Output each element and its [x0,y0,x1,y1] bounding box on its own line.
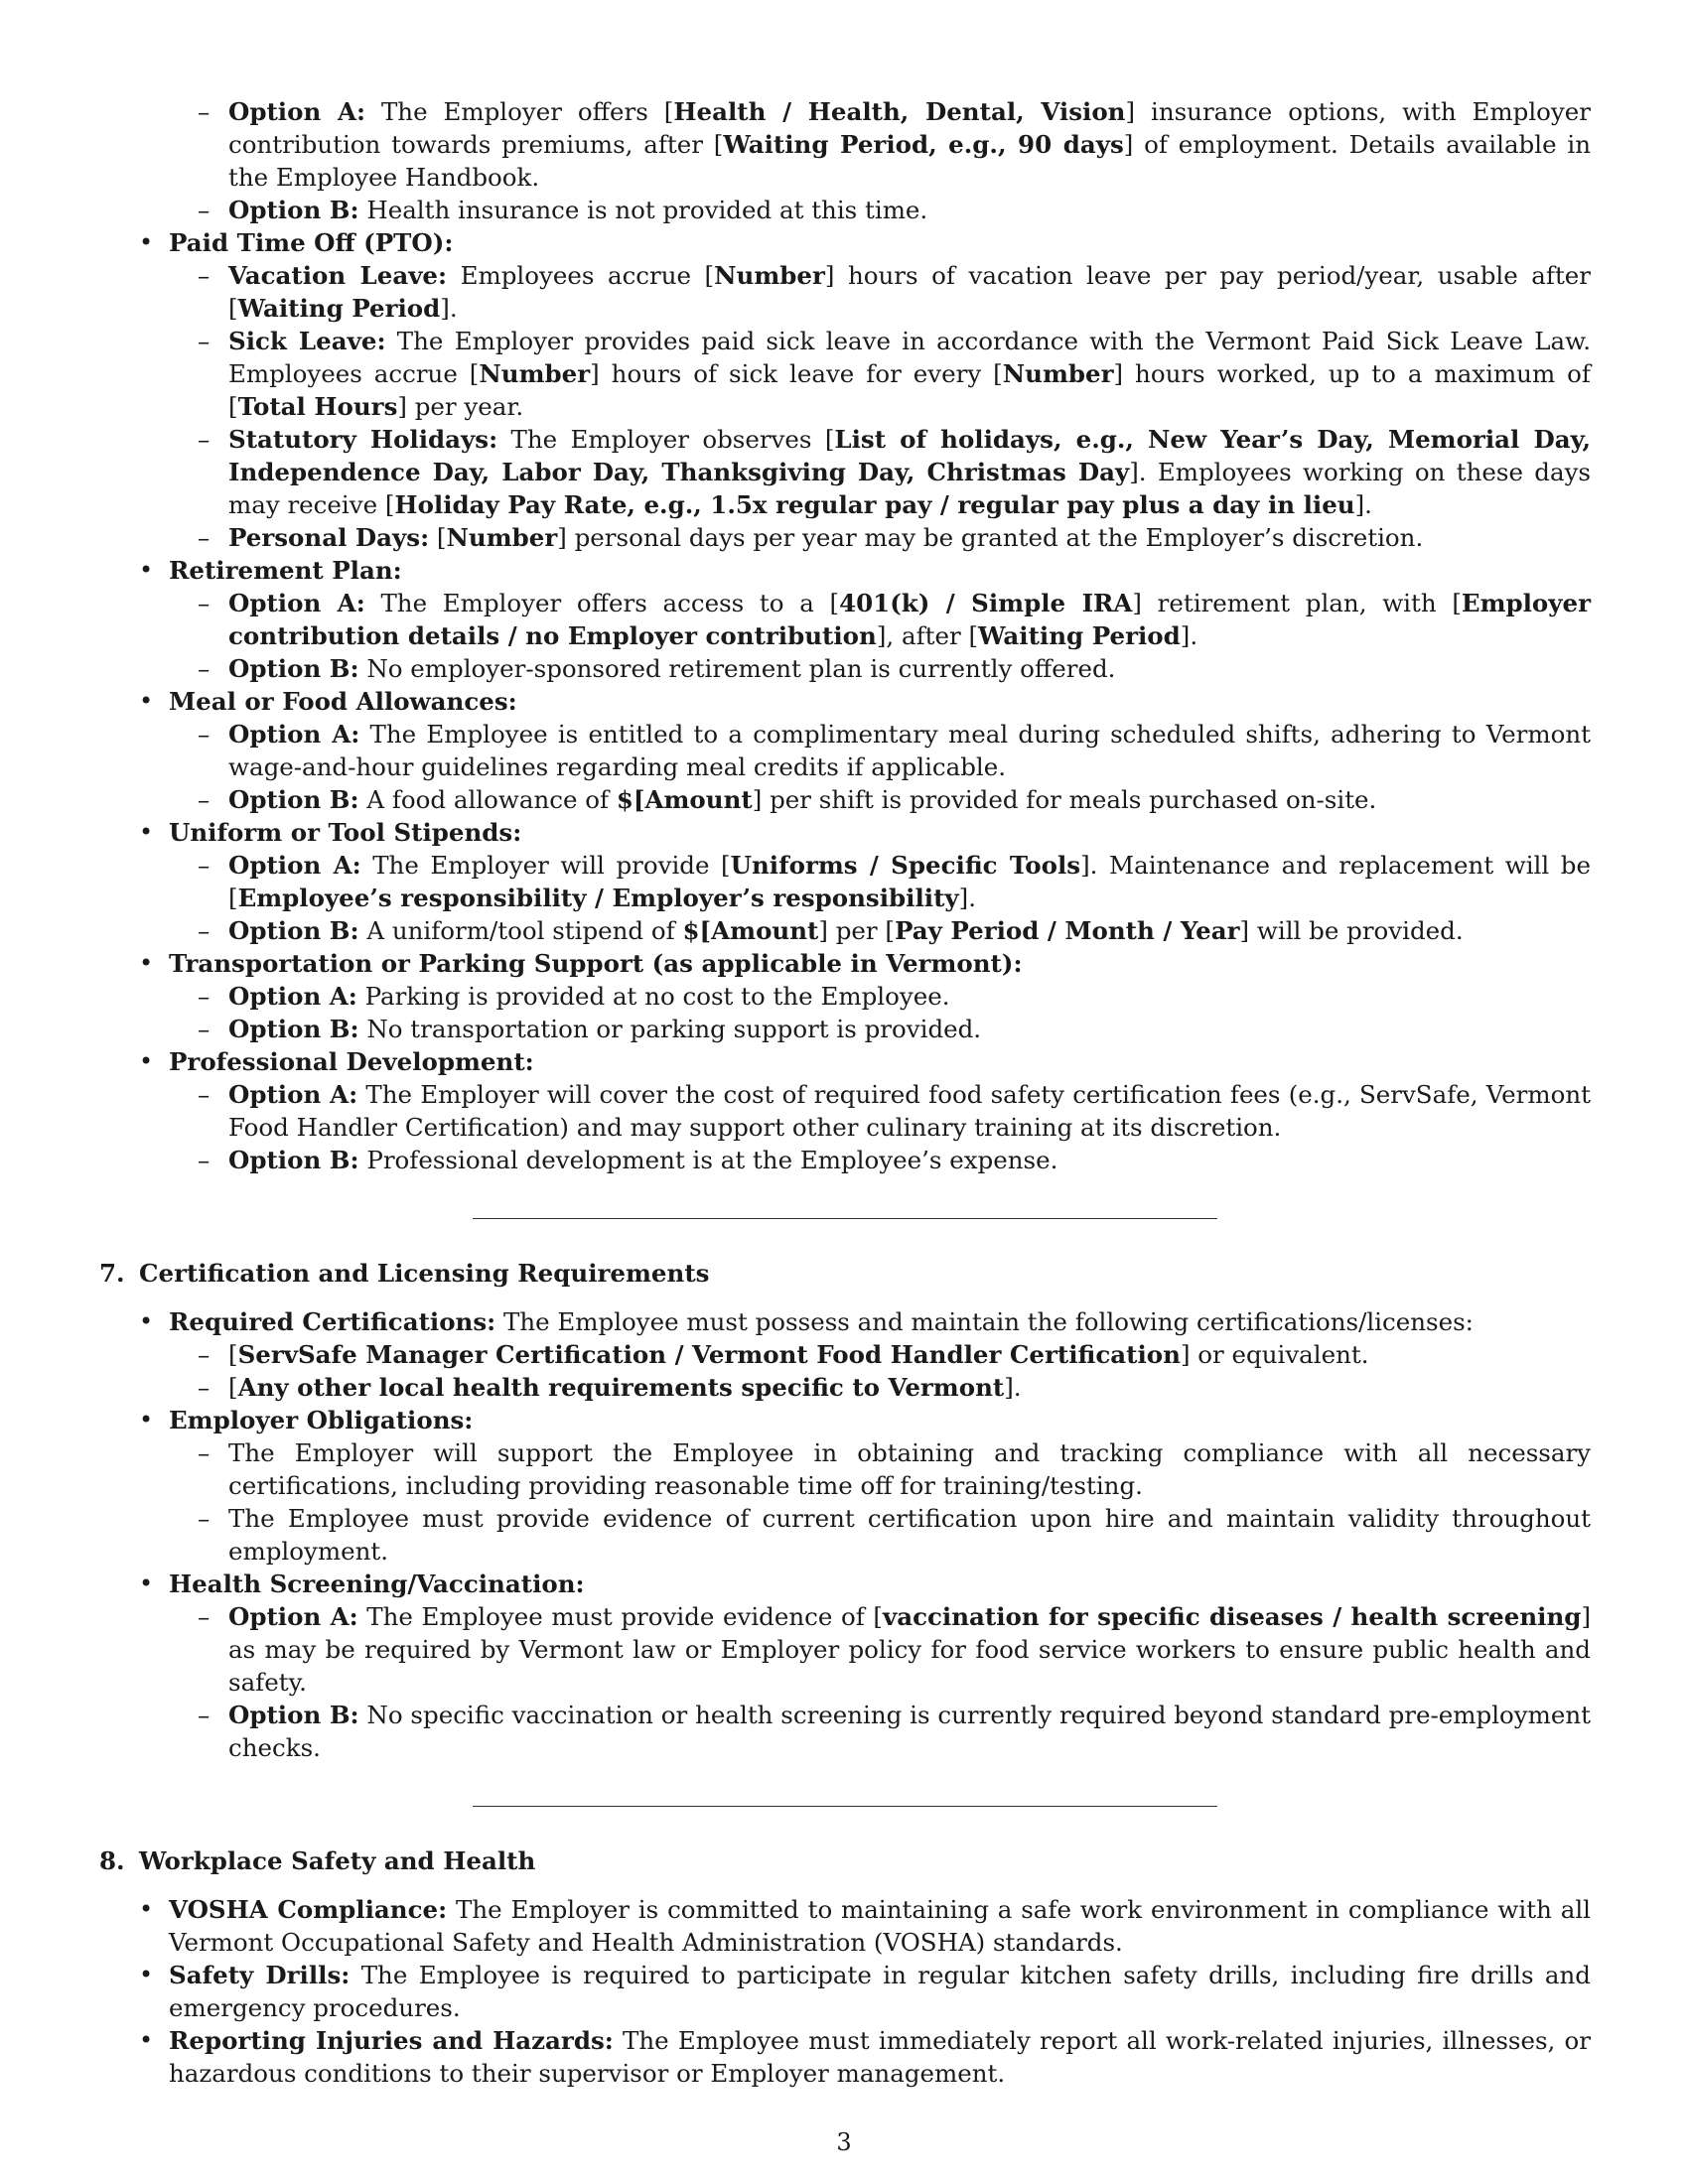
section-divider [473,1806,1217,1807]
employer-obligations: • Employer Obligations: – The Employer will support the Employee in obtaining and tracking compliance with all necessary certifications, including providing reasonable time off for training/testing. – The Employee must provide evidence of current certification upon hire and maintain validity throughout employment. [99,1404,1591,1568]
section-divider [473,1218,1217,1219]
health-option-a: – Option A: The Employer offers [Health / Health, Dental, Vision] insurance options, with Employer contribution towards premiums, after [Waiting Period, e.g., 90 days] of employment. Details available in the Employee Handbook. [99,95,1591,194]
uniform-stipend-item: • Uniform or Tool Stipends: – Option A: The Employer will provide [Uniforms / Specific Tools]. Maintenance and replacement will be [Employee’s responsibility / Employer’s responsibility]. – Option B: A uniform/tool stipend of $[Amount] per [Pay Period / Month / Year] will be provided. [99,816,1591,947]
cert-item: – [Any other local health requirements specific to Vermont]. [99,1371,1591,1404]
transportation-sublist [169,980,1591,1045]
retirement-option-b: – Option B: No employer-sponsored retirement plan is currently offered. [99,652,1591,685]
retirement-plan-item: • Retirement Plan: – Option A: The Employer offers access to a [401(k) / Simple IRA] retirement plan, with [Employer contribution details / no Employer contribution], after [Waiting Period]. – Option B: No employer-sponsored retirement plan is currently offered. [99,554,1591,685]
reporting-injuries: • Reporting Injuries and Hazards: The Employee must immediately report all work-related injuries, illnesses, or hazardous conditions to their supervisor or Employer management. [99,2024,1591,2090]
vosha-compliance: • VOSHA Compliance: The Employer is committed to maintaining a safe work environment in compliance with all Vermont Occupational Safety and Health Administration (VOSHA) standards. [99,1893,1591,1959]
meal-allowance-item: • Meal or Food Allowances: – Option A: The Employee is entitled to a complimentary meal during scheduled shifts, adhering to Vermont wage-and-hour guidelines regarding meal credits if applicable. – Option B: A food allowance of $[Amount] per shift is provided for meals purchased on-site. [99,685,1591,816]
health-screening-sublist [169,1600,1591,1764]
vacation-leave: – Vacation Leave: Employees accrue [Number] hours of vacation leave per pay period/year, usable after [Waiting Period]. [99,259,1591,325]
prof-dev-option-a: – Option A: The Employer will cover the cost of required food safety certification fees (e.g., ServSafe, Vermont Food Handler Certification) and may support other culinary training at its discretion. [99,1078,1591,1144]
required-cert-sublist [169,1338,1591,1404]
obligation-item: – The Employee must provide evidence of current certification upon hire and maintain validity throughout employment. [99,1502,1591,1568]
uniform-option-b: – Option B: A uniform/tool stipend of $[Amount] per [Pay Period / Month / Year] will be provided. [99,914,1591,947]
prof-dev-option-b: – Option B: Professional development is at the Employee’s expense. [99,1144,1591,1176]
pto-item: • Paid Time Off (PTO): – Vacation Leave: Employees accrue [Number] hours of vacation leave per pay period/year, usable after [Waiting Period]. – Sick Leave: The Employer provides paid sick leave in accordance with the Vermont Paid Sick Leave Law. Employees accrue [Number] hours of sick leave for every [Number] hours worked, up to a maximum of [Total Hours] per year. – Statutory Holidays: The Employer observes [List of holidays, e.g., New Year’s Day, Memorial Day, Independence Day, Labor Day, Thanksgiving Day, Christmas Day]. Employees working on these days may receive [Holiday Pay Rate, e.g., 1.5x regular pay / regular pay plus a day in lieu]. – Personal Days: [Number] personal days per year may be granted at the Employer’s discretion. [99,226,1591,554]
retirement-sublist [169,587,1591,685]
retirement-option-a: – Option A: The Employer offers access to a [401(k) / Simple IRA] retirement plan, with [Employer contribution details / no Employer contribution], after [Waiting Period]. [99,587,1591,652]
section-7-list [99,1305,1591,1764]
health-insurance-continuation [99,95,1591,226]
meal-option-b: – Option B: A food allowance of $[Amount] per shift is provided for meals purchased on-site. [99,783,1591,816]
uniform-option-a: – Option A: The Employer will provide [Uniforms / Specific Tools]. Maintenance and replacement will be [Employee’s responsibility / Employer’s responsibility]. [99,849,1591,914]
section-8-list [99,1893,1591,2090]
employer-obligations-sublist [169,1436,1591,1568]
professional-development-item: • Professional Development: – Option A: The Employer will cover the cost of required food safety certification fees (e.g., ServSafe, Vermont Food Handler Certification) and may support other culinary training at its discretion. – Option B: Professional development is at the Employee’s expense. [99,1045,1591,1176]
cert-item: – [ServSafe Manager Certification / Vermont Food Handler Certification] or equivalent. [99,1338,1591,1371]
required-certifications: • Required Certifications: The Employee must possess and maintain the following certifications/licenses: – [ServSafe Manager Certification / Vermont Food Handler Certification] or equivalent. – [Any other local health requirements specific to Vermont]. [99,1305,1591,1404]
uniform-sublist [169,849,1591,947]
sick-leave: – Sick Leave: The Employer provides paid sick leave in accordance with the Vermont Paid Sick Leave Law. Employees accrue [Number] hours of sick leave for every [Number] hours worked, up to a maximum of [Total Hours] per year. [99,325,1591,423]
benefits-list [99,226,1591,1176]
section-7-heading: 7. Certification and Licensing Requirements [99,1259,710,1288]
pto-sublist [169,259,1591,554]
health-option-b: – Option B: Health insurance is not provided at this time. [99,194,1591,226]
safety-drills: • Safety Drills: The Employee is required to participate in regular kitchen safety drills, including fire drills and emergency procedures. [99,1959,1591,2024]
meal-option-a: – Option A: The Employee is entitled to a complimentary meal during scheduled shifts, adhering to Vermont wage-and-hour guidelines regarding meal credits if applicable. [99,718,1591,783]
obligation-item: – The Employer will support the Employee in obtaining and tracking compliance with all necessary certifications, including providing reasonable time off for training/testing. [99,1436,1591,1502]
document-body [99,95,1591,2090]
transport-option-a: – Option A: Parking is provided at no cost to the Employee. [99,980,1591,1013]
prof-dev-sublist [169,1078,1591,1176]
page-number: 3 [836,2128,852,2156]
personal-days: – Personal Days: [Number] personal days per year may be granted at the Employer’s discretion. [99,521,1591,554]
transport-option-b: – Option B: No transportation or parking support is provided. [99,1013,1591,1045]
screening-option-a: – Option A: The Employee must provide evidence of [vaccination for specific diseases / health screening] as may be required by Vermont law or Employer policy for food service workers to ensure public health and safety. [99,1600,1591,1699]
screening-option-b: – Option B: No specific vaccination or health screening is currently required beyond standard pre-employment checks. [99,1699,1591,1764]
section-8-heading: 8. Workplace Safety and Health [99,1846,536,1875]
benefits-list-continued [99,95,1591,226]
statutory-holidays: – Statutory Holidays: The Employer observes [List of holidays, e.g., New Year’s Day, Memorial Day, Independence Day, Labor Day, Thanksgiving Day, Christmas Day]. Employees working on these days may receive [Holiday Pay Rate, e.g., 1.5x regular pay / regular pay plus a day in lieu]. [99,423,1591,521]
health-screening: • Health Screening/Vaccination: – Option A: The Employee must provide evidence of [vaccination for specific diseases / health screening] as may be required by Vermont law or Employer policy for food service workers to ensure public health and safety. – Option B: No specific vaccination or health screening is currently required beyond standard pre-employment checks. [99,1568,1591,1764]
meal-sublist [169,718,1591,816]
health-insurance-options [169,95,1591,226]
transportation-item: • Transportation or Parking Support (as applicable in Vermont): – Option A: Parking is provided at no cost to the Employee. – Option B: No transportation or parking support is provided. [99,947,1591,1045]
